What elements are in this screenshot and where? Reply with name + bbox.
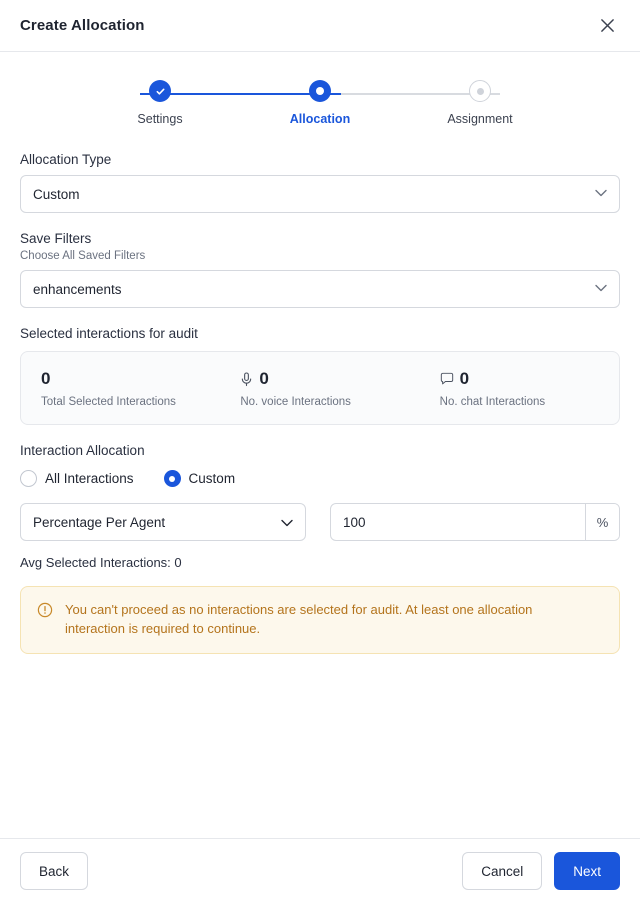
stat-voice-interactions xyxy=(220,368,419,408)
allocation-amount-wrapper xyxy=(330,503,620,541)
percent-icon: % xyxy=(585,504,619,540)
save-filters-value: enhancements xyxy=(33,281,122,297)
avg-selected-interactions: Avg Selected Interactions: 0 xyxy=(20,555,182,570)
interaction-allocation-group xyxy=(20,443,620,570)
allocation-type-value: Custom xyxy=(33,186,80,202)
allocation-controls-row xyxy=(20,503,620,541)
page-title: Create Allocation xyxy=(20,17,145,34)
allocation-type-select[interactable] xyxy=(20,175,620,213)
step-settings[interactable] xyxy=(100,80,220,126)
cancel-button[interactable]: Cancel xyxy=(462,852,542,890)
stat-voice-interactions-value: 0 xyxy=(259,369,269,388)
allocation-type-label: Allocation Type xyxy=(20,152,112,167)
step-settings-dot xyxy=(149,80,171,102)
chat-icon xyxy=(440,372,454,386)
stat-chat-interactions-label: No. chat Interactions xyxy=(439,396,546,408)
save-filters-group xyxy=(20,231,620,308)
stat-voice-interactions-label: No. voice Interactions xyxy=(240,396,351,408)
radio-all-interactions[interactable] xyxy=(20,470,134,487)
step-settings-label: Settings xyxy=(137,112,183,126)
step-assignment-label: Assignment xyxy=(447,112,513,126)
radio-custom-indicator xyxy=(164,470,181,487)
step-allocation-dot xyxy=(309,80,331,102)
stat-total-selected-label: Total Selected Interactions xyxy=(41,396,176,408)
back-button[interactable]: Back xyxy=(20,852,88,890)
allocation-mode-value: Percentage Per Agent xyxy=(33,514,166,530)
selected-interactions-group xyxy=(20,326,620,425)
interaction-allocation-label: Interaction Allocation xyxy=(20,443,145,458)
allocation-type-group xyxy=(20,152,620,213)
radio-all-interactions-label: All Interactions xyxy=(45,471,134,486)
stepper xyxy=(20,80,620,140)
stat-total-selected-value: 0 xyxy=(41,369,51,388)
step-assignment[interactable] xyxy=(420,80,540,126)
selected-interactions-panel xyxy=(20,351,620,425)
warning-banner xyxy=(20,586,620,654)
allocation-amount-input[interactable] xyxy=(331,504,585,540)
step-assignment-dot xyxy=(469,80,491,102)
chevron-down-icon xyxy=(595,284,607,295)
modal-footer xyxy=(0,838,640,903)
allocation-mode-select[interactable] xyxy=(20,503,306,541)
modal-body xyxy=(0,52,640,838)
modal-header xyxy=(0,0,640,52)
save-filters-select[interactable] xyxy=(20,270,620,308)
next-button[interactable]: Next xyxy=(554,852,620,890)
step-allocation-label: Allocation xyxy=(289,112,351,126)
chevron-down-icon xyxy=(595,189,607,200)
radio-all-interactions-indicator xyxy=(20,470,37,487)
stat-chat-interactions-value: 0 xyxy=(459,369,470,388)
selected-interactions-label: Selected interactions for audit xyxy=(20,326,198,341)
warning-message: You can't proceed as no interactions are selected for audit. At least one allocation interaction is required to continue. xyxy=(65,602,533,636)
stat-total-selected xyxy=(21,368,220,408)
radio-custom-label: Custom xyxy=(188,471,236,486)
alert-circle-icon xyxy=(37,602,53,639)
save-filters-label: Save Filters xyxy=(20,231,92,246)
interaction-allocation-radios xyxy=(20,470,620,487)
step-allocation[interactable] xyxy=(260,80,380,126)
microphone-icon xyxy=(240,372,253,387)
stat-chat-interactions xyxy=(420,368,619,408)
save-filters-sublabel: Choose All Saved Filters xyxy=(20,250,146,262)
close-icon[interactable] xyxy=(594,13,620,39)
chevron-down-icon xyxy=(281,515,293,530)
radio-custom[interactable] xyxy=(164,470,236,487)
